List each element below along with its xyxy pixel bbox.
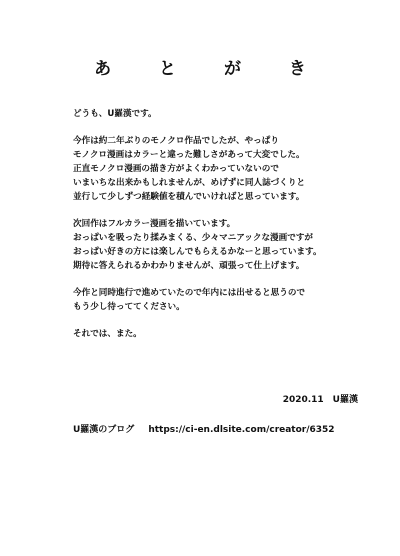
- paragraph-current-work: [73, 134, 373, 204]
- text-line: 期待に答えられるかわかりませんが、頑張って仕上げます。: [73, 261, 305, 271]
- afterword-body: [73, 107, 373, 354]
- text-line: おっぱいを吸ったり揉みまくる、少々マニアックな漫画ですが: [73, 233, 314, 243]
- text-line: 並行して少しずつ経験値を積んでいければと思っています。: [73, 192, 305, 202]
- text-line: どうも、U羅漢です。: [73, 109, 157, 119]
- text-line: もう少し待っててください。: [73, 302, 185, 312]
- afterword-title: あ と が き: [94, 59, 327, 79]
- text-line: 今作と同時進行で進めていたので年内には出せると思うので: [73, 288, 306, 298]
- text-line: 今作は約二年ぶりのモノクロ作品でしたが、やっぱり: [73, 136, 279, 146]
- paragraph-release-note: [73, 286, 373, 314]
- text-line: モノクロ漫画はカラーと違った難しさがあって大変でした。: [73, 150, 305, 160]
- blog-url: https://ci-en.dlsite.com/creator/6352: [148, 425, 335, 435]
- text-line: 次回作はフルカラー漫画を描いています。: [73, 219, 236, 229]
- paragraph-greeting: [73, 107, 373, 121]
- text-line: いまいちな出来かもしれませんが、めげずに同人誌づくりと: [73, 178, 306, 188]
- text-line: 正直モノクロ漫画の描き方がよくわかっていないので: [73, 164, 279, 174]
- text-line: それでは、また。: [73, 329, 142, 339]
- paragraph-closing: [73, 327, 373, 341]
- date-signature: 2020.11 U羅漢: [282, 395, 358, 405]
- text-line: おっぱい好きの方には楽しんでもらえるかなーと思っています。: [73, 247, 322, 257]
- paragraph-next-work: [73, 217, 373, 273]
- blog-info: [73, 424, 335, 436]
- blog-label: U羅漢のブログ: [73, 425, 135, 435]
